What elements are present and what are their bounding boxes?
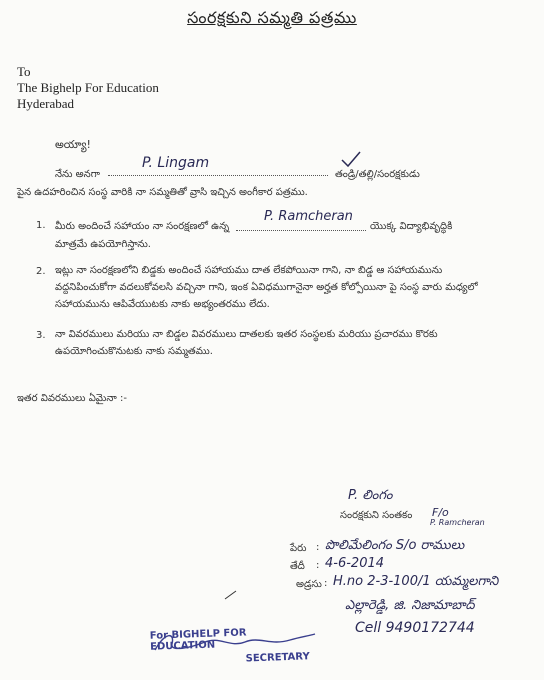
name-label: పేరు <box>290 543 307 554</box>
page-title: సంరక్షకుని సమ్మతి పత్రము <box>187 8 357 27</box>
intro-line2: పైన ఉదహరించిన సంస్థ వారికి నా సమ్మతితో వ్రాసి ఇచ్చిన అంగీకార పత్రము. <box>17 187 308 198</box>
point-1-line2: మాత్రమే ఉపయోగిస్తాను. <box>55 239 151 250</box>
ward-name: P. Ramcheran <box>264 209 353 224</box>
point-2-text: ఇట్లు నా సంరక్షణలోని బిడ్డకు అందించే సహాయము దాత లేకపోయినా గాని, నా బిడ్డ ఆ సహాయమును వద్దనిపించుకోగా వదలుకోవలసి వచ్చినా గాని, ఇంక ఏవిధముగానైనా అర్హత కోల్పోయినా పై సంస్థ వారు మధ్యలో సహాయమును ఆపివేయుటకు నాకు అభ్యంతరము లేదు. <box>55 265 478 310</box>
tick-mark-icon <box>224 590 238 600</box>
point-1-post: యొక్క విద్యాభివృద్ధికి <box>370 221 453 232</box>
stamp-line1: For BIGHELP FOR EDUCATION <box>149 627 247 653</box>
address-to: To <box>17 64 31 79</box>
address-label: అడ్రసు <box>296 579 322 590</box>
name-value: పొలిమేలింగం S/o రాములు <box>325 538 465 553</box>
intro-name-field <box>108 157 328 180</box>
point-2-number: 2. <box>36 266 46 277</box>
other-details-label: ఇతర వివరములు ఏమైనా :- <box>17 393 127 404</box>
signature-fo-name: P. Ramcheran <box>430 518 485 527</box>
point-3-number: 3. <box>36 330 46 341</box>
stamp-line2: SECRETARY <box>245 651 310 665</box>
address-org: The Bighelp For Education <box>17 80 159 95</box>
address-city: Hyderabad <box>17 96 75 111</box>
intro-prefix: నేను అనగా <box>55 169 100 180</box>
point-1-pre: మీరు అందించే సహాయం నా సంరక్షణలో ఉన్న <box>55 221 230 232</box>
date-label: తేదీ <box>290 561 305 572</box>
point-1-number: 1. <box>36 220 46 231</box>
signature-fo: F/o <box>432 506 449 519</box>
guardian-signature: P. లింగం <box>348 488 393 503</box>
signature-label: సంరక్షకుని సంతకం <box>340 510 413 521</box>
address-line2: ఎల్లారెడ్డి, జి. నిజామాబాద్ <box>345 598 475 613</box>
intro-relation: తండ్రి/తల్లి/సంరక్షకుడు <box>335 169 420 180</box>
address-line1: H.no 2-3-100/1 యమ్మలగాని <box>333 574 499 589</box>
cell-number: Cell 9490172744 <box>355 620 475 636</box>
secretary-signature-icon <box>150 630 330 656</box>
salutation: అయ్యా! <box>55 138 91 151</box>
check-mark-icon <box>340 150 362 168</box>
point-3-text: నా వివరములు మరియు నా బిడ్డల వివరములు దాతలకు ఇతర సంస్థలకు మరియు ప్రచారము కొరకు ఉపయోగించుకొనుటకు నాకు సమ్మతము. <box>55 329 438 357</box>
guardian-name: P. Lingam <box>142 155 210 171</box>
date-value: 4-6-2014 <box>325 556 385 571</box>
